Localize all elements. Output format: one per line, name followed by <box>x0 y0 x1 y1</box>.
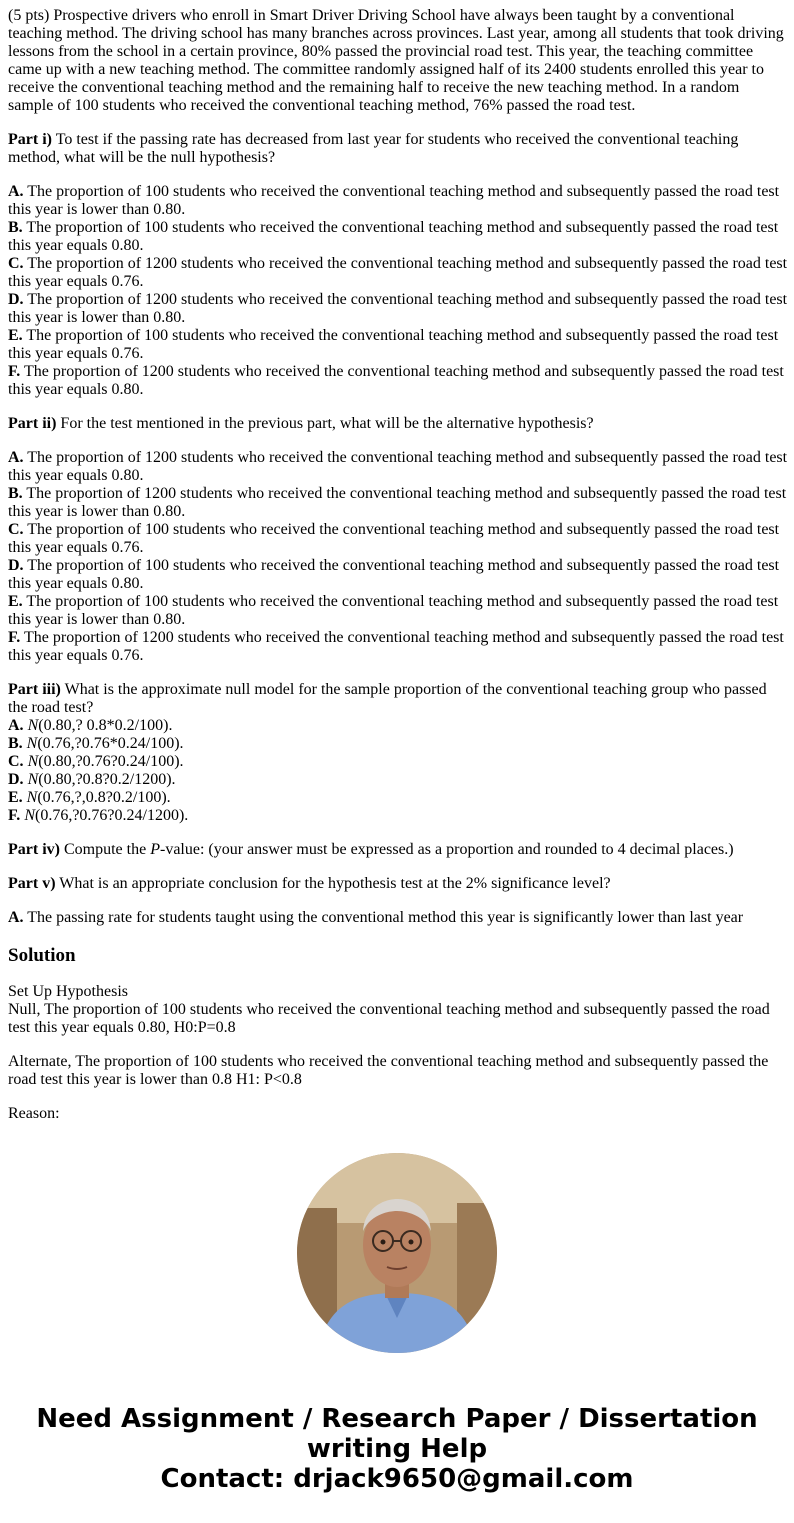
option-text: The proportion of 1200 students who received the conventional teaching method and subsequently passed the road test this year is lower than 0.80. <box>8 291 788 326</box>
part-2-text: For the test mentioned in the previous part, what will be the alternative hypothesis? <box>60 415 594 432</box>
option-n: N <box>26 735 38 752</box>
solution-null: Null, The proportion of 100 students who received the conventional teaching method and subsequently passed the road test this year equals 0.80, H0:P=0.8 <box>8 1001 770 1036</box>
option-item <box>8 183 788 219</box>
author-photo-graphic <box>297 1153 497 1353</box>
option-item <box>8 789 788 807</box>
option-item <box>8 485 788 521</box>
option-letter: C. <box>8 753 24 770</box>
part-5-question <box>8 875 788 893</box>
option-text: The proportion of 100 students who received the conventional teaching method and subsequently passed the road test this year is lower than 0.80. <box>8 593 779 628</box>
option-text: The proportion of 100 students who received the conventional teaching method and subsequently passed the road test this year is lower than 0.80. <box>8 183 780 218</box>
option-n: N <box>24 807 35 824</box>
part-3-block <box>8 681 788 825</box>
option-text: The proportion of 1200 students who received the conventional teaching method and subsequently passed the road test this year equals 0.80. <box>8 449 788 484</box>
part-4-question <box>8 841 788 859</box>
option-letter: B. <box>8 219 23 236</box>
option-item <box>8 771 788 789</box>
option-item <box>8 807 788 825</box>
part-2-question <box>8 415 788 433</box>
option-letter: B. <box>8 485 23 502</box>
solution-reason: Reason: <box>8 1105 60 1122</box>
option-n: N <box>27 753 39 770</box>
option-item <box>8 449 788 485</box>
option-letter: E. <box>8 327 23 344</box>
option-letter: E. <box>8 789 23 806</box>
option-item <box>8 291 788 327</box>
solution-heading: Solution <box>8 945 76 966</box>
promo-contact: Contact: drjack9650@gmail.com <box>160 1464 634 1494</box>
part-4-p: P <box>150 841 160 858</box>
part-2-label: Part ii) <box>8 415 57 432</box>
option-text: The proportion of 100 students who received the conventional teaching method and subsequently passed the road test this year equals 0.76. <box>8 327 779 362</box>
option-text: The proportion of 100 students who received the conventional teaching method and subsequently passed the road test this year equals 0.80. <box>8 219 779 254</box>
part-5-options <box>8 909 788 927</box>
question-intro: (5 pts) Prospective drivers who enroll in Smart Driver Driving School have always been taught by a conventional teaching method. The driving school has many branches across provinces. Last year, among all students that took driving lessons from the school in a certain province, 80% passed the provincial road test. This year, the teaching committee came up with a new teaching method. The committee randomly assigned half of its 2400 students enrolled this year to receive the conventional teaching method and the remaining half to receive the new teaching method. In a random sample of 100 students who received the conventional teaching method, 76% passed the road test. <box>8 7 784 114</box>
option-text: The proportion of 1200 students who received the conventional teaching method and subsequently passed the road test this year equals 0.76. <box>8 629 784 664</box>
option-item <box>8 629 788 665</box>
part-3-label: Part iii) <box>8 681 61 698</box>
document-content <box>8 7 788 1124</box>
part-3-question <box>8 681 788 717</box>
part-5-label: Part v) <box>8 875 56 892</box>
option-letter: D. <box>8 771 24 788</box>
option-letter: B. <box>8 735 23 752</box>
option-text: The proportion of 1200 students who received the conventional teaching method and subsequently passed the road test this year equals 0.76. <box>8 255 788 290</box>
part-1-options <box>8 183 788 399</box>
option-letter: A. <box>8 909 24 926</box>
option-text: (0.76,?0.76*0.24/100). <box>37 735 184 752</box>
part-1-label: Part i) <box>8 131 52 148</box>
option-text: (0.76,?,0.8?0.2/100). <box>37 789 171 806</box>
option-letter: F. <box>8 629 21 646</box>
option-text: (0.80,?0.8?0.2/1200). <box>38 771 176 788</box>
option-letter: C. <box>8 255 24 272</box>
option-n: N <box>26 789 38 806</box>
option-text: The passing rate for students taught using the conventional method this year is significantly lower than last year <box>27 909 744 926</box>
option-letter: A. <box>8 183 24 200</box>
solution-setup: Set Up Hypothesis <box>8 983 128 1000</box>
option-item <box>8 255 788 291</box>
part-1-question <box>8 131 788 167</box>
option-letter: A. <box>8 449 24 466</box>
option-letter: E. <box>8 593 23 610</box>
option-item <box>8 557 788 593</box>
option-text: The proportion of 1200 students who received the conventional teaching method and subsequently passed the road test this year equals 0.80. <box>8 363 784 398</box>
option-letter: F. <box>8 807 21 824</box>
option-text: The proportion of 1200 students who received the conventional teaching method and subsequently passed the road test this year is lower than 0.80. <box>8 485 787 520</box>
option-item <box>8 327 788 363</box>
option-item <box>8 219 788 255</box>
promo-line-1: Need Assignment / Research Paper / Dissertation <box>36 1404 758 1434</box>
option-letter: F. <box>8 363 21 380</box>
option-item <box>8 909 788 927</box>
option-letter: D. <box>8 557 24 574</box>
option-text: (0.80,? 0.8*0.2/100). <box>38 717 173 734</box>
option-item <box>8 717 788 735</box>
part-2-options <box>8 449 788 665</box>
part-4-text-pre: Compute the <box>63 841 151 858</box>
part-4-text-post: -value: (your answer must be expressed as a proportion and rounded to 4 decimal places.) <box>159 841 734 858</box>
option-item <box>8 593 788 629</box>
solution-alt: Alternate, The proportion of 100 students who received the conventional teaching method and subsequently passed the road test this year is lower than 0.8 H1: P<0.8 <box>8 1053 769 1088</box>
option-item <box>8 753 788 771</box>
part-3-text: What is the approximate null model for the sample proportion of the conventional teaching group who passed the road test? <box>8 681 767 716</box>
author-photo <box>297 1153 497 1353</box>
option-item <box>8 363 788 399</box>
option-letter: C. <box>8 521 24 538</box>
option-text: (0.80,?0.76?0.24/100). <box>38 753 184 770</box>
part-1-text: To test if the passing rate has decreased from last year for students who received the conventional teaching method, what will be the null hypothesis? <box>8 131 739 166</box>
part-4-label: Part iv) <box>8 841 60 858</box>
promo-banner <box>0 1404 794 1494</box>
option-letter: D. <box>8 291 24 308</box>
promo-line-2: writing Help <box>306 1434 488 1464</box>
option-n: N <box>27 717 39 734</box>
option-letter: A. <box>8 717 24 734</box>
part-5-text: What is an appropriate conclusion for the hypothesis test at the 2% significance level? <box>59 875 611 892</box>
option-text: The proportion of 100 students who received the conventional teaching method and subsequently passed the road test this year equals 0.76. <box>8 521 780 556</box>
option-n: N <box>27 771 39 788</box>
option-text: The proportion of 100 students who received the conventional teaching method and subsequently passed the road test this year equals 0.80. <box>8 557 780 592</box>
option-text: (0.76,?0.76?0.24/1200). <box>34 807 189 824</box>
option-item <box>8 735 788 753</box>
option-item <box>8 521 788 557</box>
